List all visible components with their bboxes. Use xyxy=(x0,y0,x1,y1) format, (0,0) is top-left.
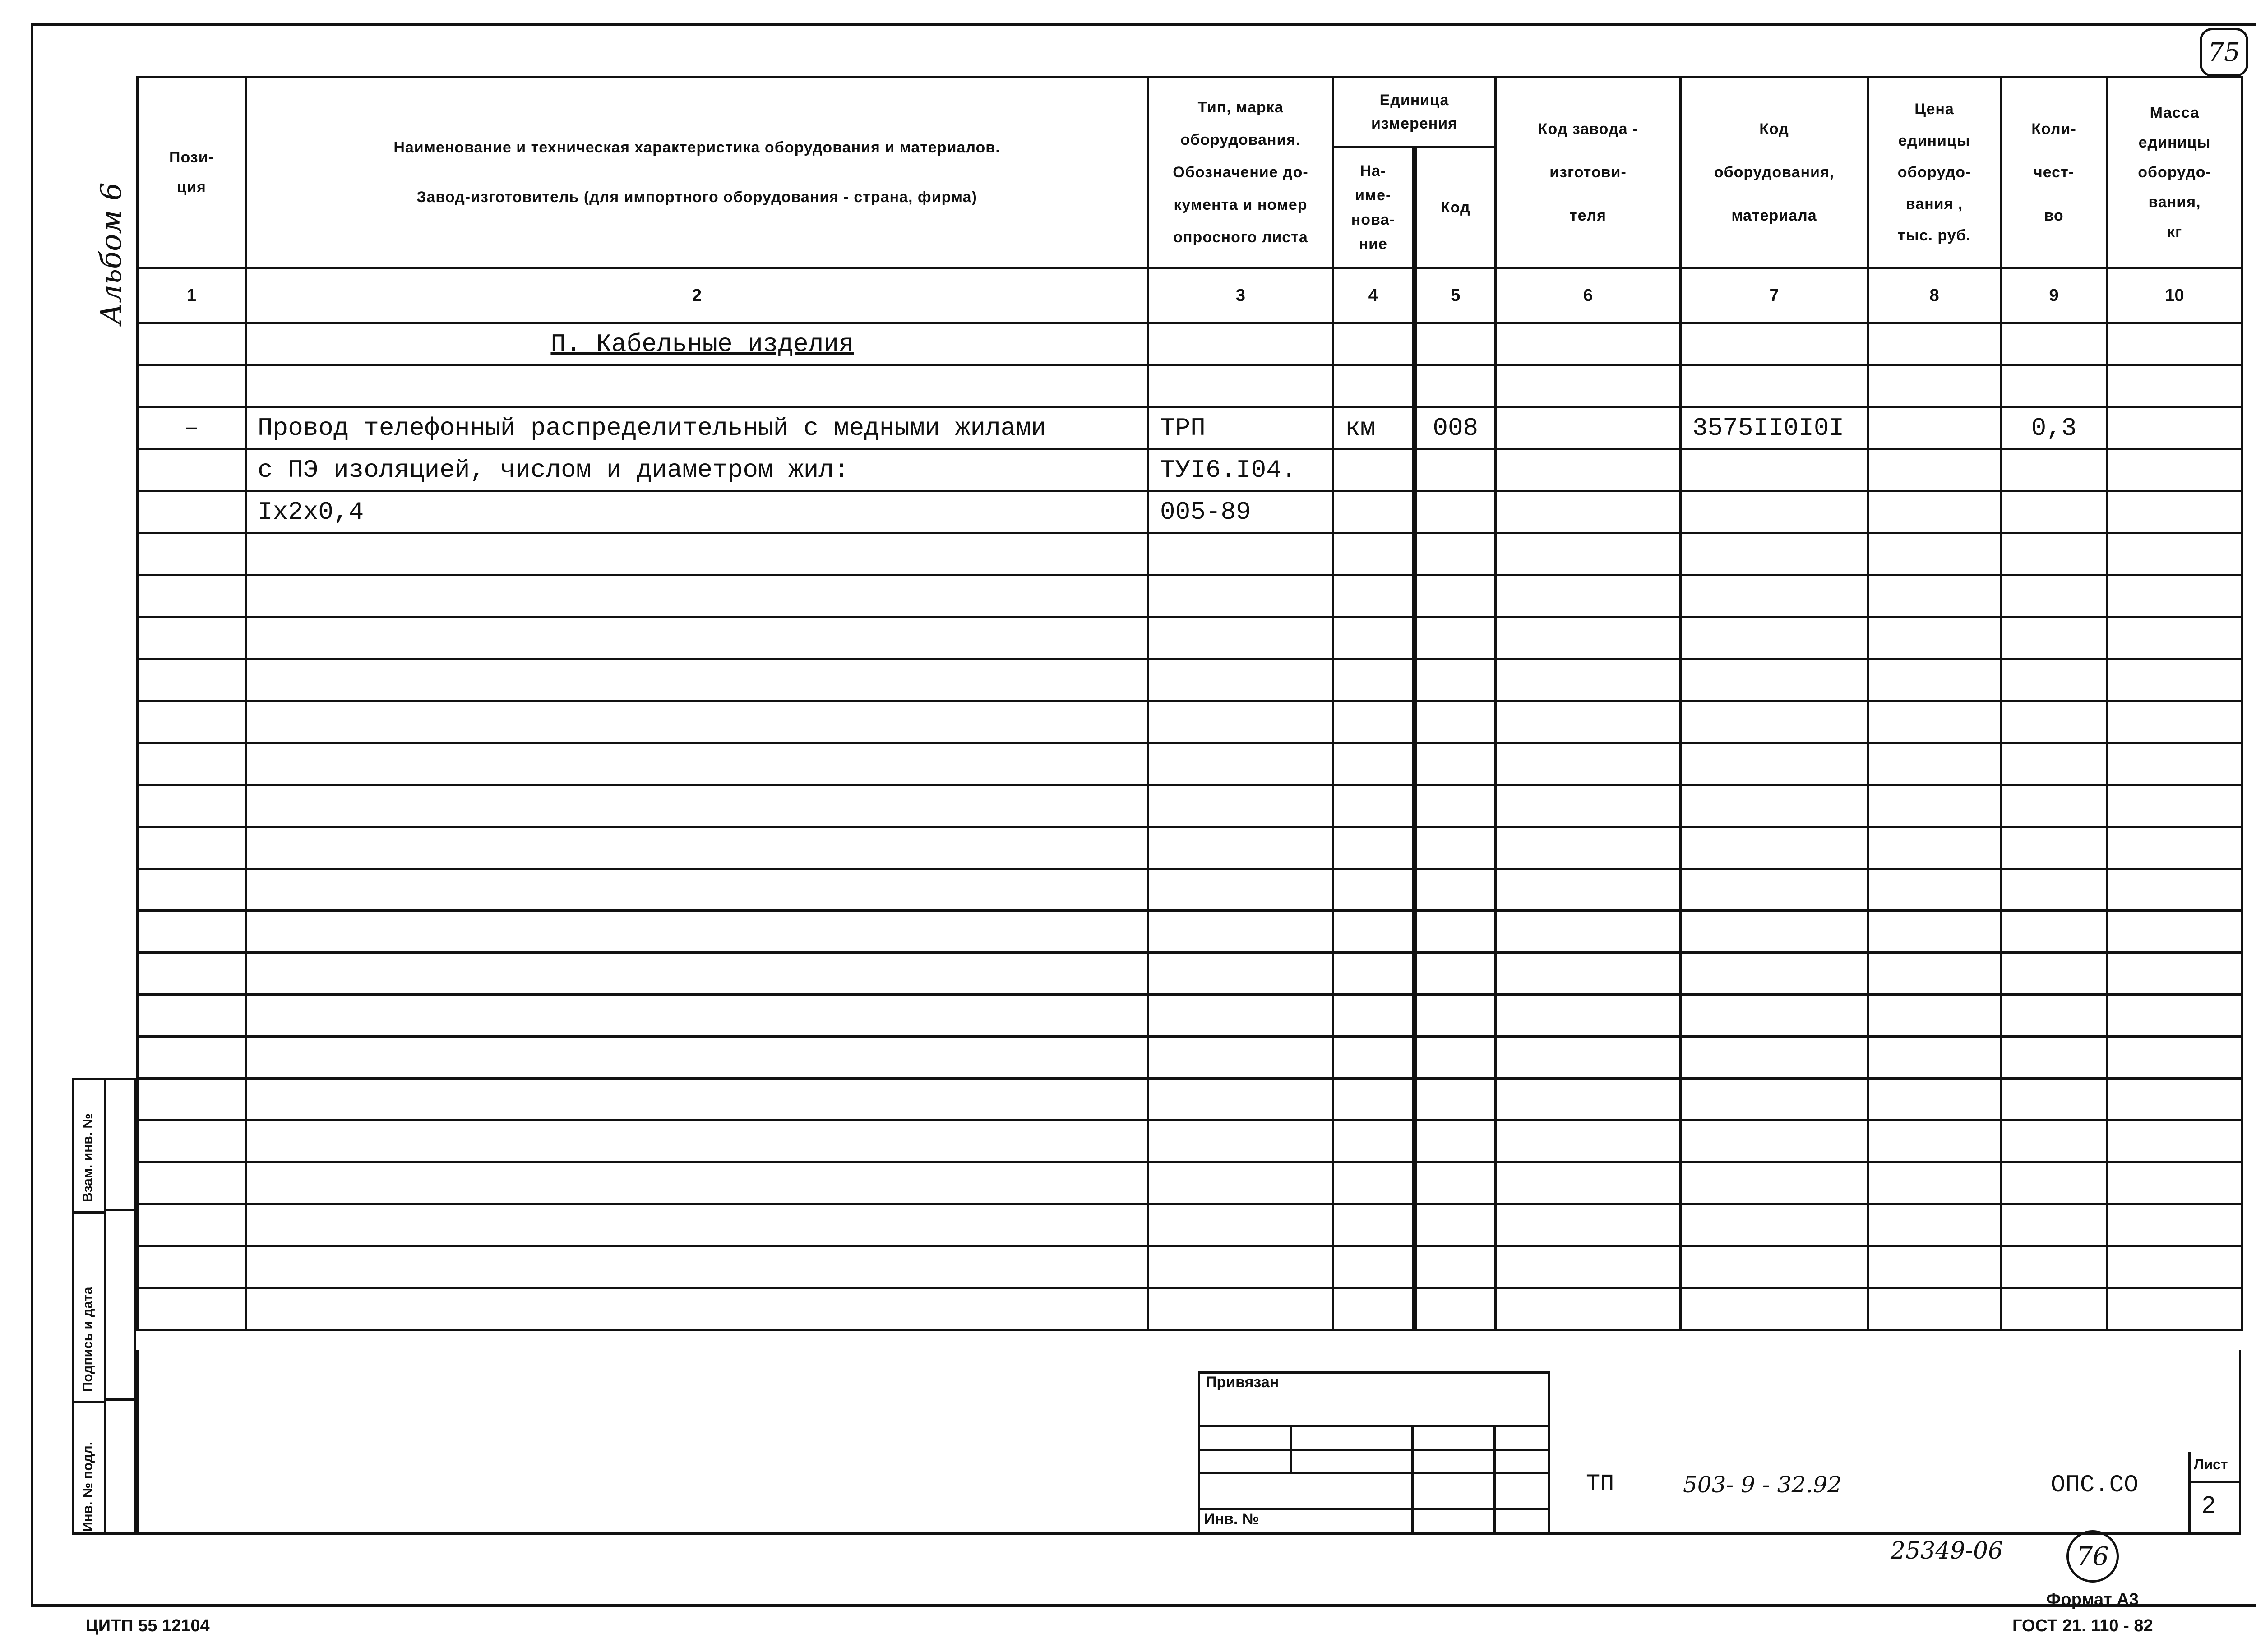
cell-name: Провод телефонный распределительный с медными жилами xyxy=(246,407,1148,449)
table-cell xyxy=(1333,1121,1415,1163)
table-cell xyxy=(2107,1121,2242,1163)
specification-table xyxy=(136,76,2243,1331)
table-cell xyxy=(1496,743,1681,785)
table-cell xyxy=(2001,1163,2107,1204)
table-cell xyxy=(1496,659,1681,701)
table-cell xyxy=(1496,533,1681,575)
table-cell xyxy=(138,575,246,617)
table-cell xyxy=(1681,911,1868,953)
table-row xyxy=(138,827,2242,869)
table-cell xyxy=(246,1163,1148,1204)
privyazan-line xyxy=(1198,1425,1550,1427)
table-row xyxy=(138,1163,2242,1204)
table-cell xyxy=(2107,953,2242,995)
header-quantity: Коли- чест- во xyxy=(2001,77,2107,268)
col-number-8: 8 xyxy=(1868,268,2001,323)
table-cell xyxy=(2001,743,2107,785)
table-cell xyxy=(138,1246,246,1288)
privyazan-label: Привязан xyxy=(1206,1374,1279,1391)
table-cell xyxy=(1333,1079,1415,1121)
cell-type: ТРП xyxy=(1148,407,1333,449)
table-cell xyxy=(1415,617,1496,659)
table-cell xyxy=(1868,911,2001,953)
table-cell xyxy=(246,575,1148,617)
table-cell xyxy=(246,1121,1148,1163)
table-cell xyxy=(1333,1288,1415,1330)
header-equipment-code: Код оборудования, материала xyxy=(1681,77,1868,268)
table-cell xyxy=(2107,1288,2242,1330)
table-cell xyxy=(2107,743,2242,785)
table-cell xyxy=(246,743,1148,785)
table-cell xyxy=(2001,1246,2107,1288)
table-cell xyxy=(246,953,1148,995)
table-row xyxy=(138,659,2242,701)
stamp-field xyxy=(136,1350,2241,1535)
table-cell xyxy=(2001,827,2107,869)
table-cell xyxy=(1333,1037,1415,1079)
col-number-3: 3 xyxy=(1148,268,1333,323)
table-cell xyxy=(1868,575,2001,617)
table-cell xyxy=(138,911,246,953)
table-cell xyxy=(2001,659,2107,701)
cell-name: с ПЭ изоляцией, числом и диаметром жил: xyxy=(246,449,1148,491)
table-cell xyxy=(1148,743,1333,785)
table-cell xyxy=(1496,869,1681,911)
sheet-number: 2 xyxy=(2202,1491,2216,1518)
side-stamp-divider xyxy=(104,1080,106,1532)
privyazan-line xyxy=(1198,1449,1550,1451)
side-label-vzam: Взам. инв. № xyxy=(80,1113,95,1202)
table-cell xyxy=(2001,911,2107,953)
table-cell xyxy=(246,869,1148,911)
table-row xyxy=(138,575,2242,617)
side-label-inv-podl: Инв. № подл. xyxy=(80,1441,95,1532)
table-cell xyxy=(138,743,246,785)
table-cell xyxy=(1496,995,1681,1037)
table-cell xyxy=(2107,1037,2242,1079)
table-cell xyxy=(1415,743,1496,785)
header-mass: Масса единицы оборудо- вания, кг xyxy=(2107,77,2242,268)
table-cell xyxy=(1148,1288,1333,1330)
table-cell xyxy=(2107,659,2242,701)
table-cell xyxy=(2107,533,2242,575)
table-cell xyxy=(1333,785,1415,827)
header-price: Цена единицы оборудо- вания , тыс. руб. xyxy=(1868,77,2001,268)
table-row xyxy=(138,407,2242,449)
document-code: ОПС.СО xyxy=(2051,1472,2139,1499)
table-cell xyxy=(1681,659,1868,701)
table-cell xyxy=(138,785,246,827)
table-cell xyxy=(246,1079,1148,1121)
header-unit-name: На- име- нова- ние xyxy=(1333,147,1415,268)
table-cell xyxy=(138,1204,246,1246)
table-cell xyxy=(1496,617,1681,659)
table-cell xyxy=(1148,827,1333,869)
table-cell xyxy=(1333,1204,1415,1246)
table-cell xyxy=(1415,1037,1496,1079)
table-cell xyxy=(1681,953,1868,995)
cell-equipment-code: 3575II0I0I xyxy=(1681,407,1868,449)
cell-quantity: 0,3 xyxy=(2001,407,2107,449)
col-number-6: 6 xyxy=(1496,268,1681,323)
table-cell xyxy=(1333,1163,1415,1204)
table-cell xyxy=(1496,827,1681,869)
side-row-line xyxy=(104,1398,136,1401)
table-cell xyxy=(1333,953,1415,995)
table-cell xyxy=(2001,1288,2107,1330)
table-cell xyxy=(2001,1079,2107,1121)
inventory-number-label: Инв. № xyxy=(1204,1510,1259,1527)
table-cell xyxy=(1868,827,2001,869)
table-row xyxy=(138,953,2242,995)
table-cell xyxy=(1868,785,2001,827)
col-number-5: 5 xyxy=(1415,268,1496,323)
table-cell xyxy=(1496,575,1681,617)
table-cell xyxy=(1415,1204,1496,1246)
table-row xyxy=(138,995,2242,1037)
table-cell xyxy=(1496,1121,1681,1163)
table-cell xyxy=(246,701,1148,743)
table-cell xyxy=(2001,953,2107,995)
table-row xyxy=(138,533,2242,575)
table-cell xyxy=(246,995,1148,1037)
table-cell xyxy=(2001,701,2107,743)
header-position: Пози- ция xyxy=(138,77,246,268)
table-cell xyxy=(138,659,246,701)
table-cell xyxy=(1868,617,2001,659)
table-cell xyxy=(2107,995,2242,1037)
table-cell xyxy=(1681,1163,1868,1204)
table-cell xyxy=(1868,1163,2001,1204)
page-number-circle: 75 xyxy=(2200,28,2248,77)
table-cell xyxy=(1868,1037,2001,1079)
table-cell xyxy=(138,827,246,869)
table-cell xyxy=(1333,533,1415,575)
table-cell xyxy=(1148,911,1333,953)
table-row xyxy=(138,1288,2242,1330)
table-cell xyxy=(138,1037,246,1079)
table-cell xyxy=(1681,575,1868,617)
table-cell xyxy=(1333,743,1415,785)
table-cell xyxy=(1415,1121,1496,1163)
cell-type: 005-89 xyxy=(1148,491,1333,533)
table-cell xyxy=(1681,869,1868,911)
table-row xyxy=(138,1079,2242,1121)
table-cell xyxy=(1681,701,1868,743)
table-cell xyxy=(2001,995,2107,1037)
table-cell xyxy=(1415,1163,1496,1204)
table-cell xyxy=(1148,1204,1333,1246)
header-unit-group: Единица измерения xyxy=(1333,77,1496,147)
table-cell xyxy=(2001,785,2107,827)
table-row xyxy=(138,743,2242,785)
table-row xyxy=(138,365,2242,407)
table-cell xyxy=(1681,533,1868,575)
table-cell xyxy=(1415,701,1496,743)
table-cell xyxy=(1148,617,1333,659)
table-row xyxy=(138,1121,2242,1163)
table-cell xyxy=(1148,1163,1333,1204)
table-cell xyxy=(1415,827,1496,869)
col-number-7: 7 xyxy=(1681,268,1868,323)
tp-label: ТП xyxy=(1586,1471,1614,1497)
table-row xyxy=(138,785,2242,827)
table-cell xyxy=(246,617,1148,659)
table-cell xyxy=(1496,1288,1681,1330)
col-number-9: 9 xyxy=(2001,268,2107,323)
table-cell xyxy=(1868,1079,2001,1121)
header-name: Наименование и техническая характеристика оборудования и материалов. Завод-изготовитель (для импортного оборудования - страна, фирма) xyxy=(246,77,1148,268)
table-cell xyxy=(1333,911,1415,953)
table-cell xyxy=(1148,575,1333,617)
table-cell xyxy=(138,701,246,743)
table-cell xyxy=(1868,743,2001,785)
table-cell xyxy=(1868,701,2001,743)
cell-unit: км xyxy=(1333,407,1415,449)
format-label: Формат А3 xyxy=(2046,1590,2139,1609)
cell-unit-code: 008 xyxy=(1415,407,1496,449)
cell-position: – xyxy=(138,407,246,449)
table-cell xyxy=(1415,1246,1496,1288)
table-cell xyxy=(246,785,1148,827)
table-cell xyxy=(1681,1288,1868,1330)
table-cell xyxy=(2001,1121,2107,1163)
table-cell xyxy=(138,953,246,995)
table-cell xyxy=(246,659,1148,701)
table-row xyxy=(138,869,2242,911)
table-cell xyxy=(138,869,246,911)
table-cell xyxy=(1333,617,1415,659)
table-cell xyxy=(1681,785,1868,827)
table-cell xyxy=(1415,869,1496,911)
col-number-1: 1 xyxy=(138,268,246,323)
table-cell xyxy=(1148,659,1333,701)
gost-label: ГОСТ 21. 110 - 82 xyxy=(2012,1616,2153,1635)
table-cell xyxy=(1415,575,1496,617)
table-cell xyxy=(1333,869,1415,911)
table-cell xyxy=(1496,1163,1681,1204)
table-row xyxy=(138,701,2242,743)
table-cell xyxy=(246,1037,1148,1079)
table-cell xyxy=(2001,1037,2107,1079)
col-number-10: 10 xyxy=(2107,268,2242,323)
circle-number: 76 xyxy=(2066,1530,2119,1583)
table-cell xyxy=(1148,701,1333,743)
table-row xyxy=(138,1246,2242,1288)
table-cell xyxy=(1868,869,2001,911)
table-cell xyxy=(1148,953,1333,995)
table-cell xyxy=(138,1079,246,1121)
table-cell xyxy=(138,995,246,1037)
table-cell xyxy=(2107,575,2242,617)
table-cell xyxy=(1496,785,1681,827)
privyazan-divider xyxy=(1493,1425,1496,1535)
table-cell xyxy=(1681,743,1868,785)
table-cell xyxy=(2107,617,2242,659)
table-cell xyxy=(246,1246,1148,1288)
table-cell xyxy=(2107,1079,2242,1121)
table-cell xyxy=(1496,953,1681,995)
table-cell xyxy=(1148,995,1333,1037)
table-cell xyxy=(1681,1204,1868,1246)
header-factory-code: Код завода - изготови- теля xyxy=(1496,77,1681,268)
table-cell xyxy=(2001,869,2107,911)
table-cell xyxy=(246,827,1148,869)
table-cell xyxy=(1496,1204,1681,1246)
table-cell xyxy=(246,911,1148,953)
table-cell xyxy=(246,533,1148,575)
table-cell xyxy=(1333,659,1415,701)
table-cell xyxy=(1681,1079,1868,1121)
table-cell xyxy=(138,1163,246,1204)
table-row xyxy=(138,1037,2242,1079)
sheet-label: Лист xyxy=(2194,1456,2228,1472)
table-cell xyxy=(1415,995,1496,1037)
table-cell xyxy=(1148,1246,1333,1288)
table-cell xyxy=(1415,1288,1496,1330)
table-cell xyxy=(1148,869,1333,911)
table-cell xyxy=(2107,1204,2242,1246)
table-cell xyxy=(1415,533,1496,575)
privyazan-line xyxy=(1198,1508,1550,1510)
cell-name: Iх2х0,4 xyxy=(246,491,1148,533)
table-cell xyxy=(2001,617,2107,659)
table-cell xyxy=(1868,1246,2001,1288)
table-cell xyxy=(1148,1121,1333,1163)
side-label-podpis: Подпись и дата xyxy=(80,1287,95,1392)
section-title: П. Кабельные изделия xyxy=(550,330,854,359)
table-cell xyxy=(1868,1288,2001,1330)
cell-type: ТУI6.I04. xyxy=(1148,449,1333,491)
table-cell xyxy=(138,617,246,659)
table-cell xyxy=(1681,1037,1868,1079)
table-cell xyxy=(1681,617,1868,659)
table-cell xyxy=(2001,575,2107,617)
table-cell xyxy=(1868,659,2001,701)
table-cell xyxy=(1496,701,1681,743)
table-cell xyxy=(1868,533,2001,575)
table-cell xyxy=(1681,1121,1868,1163)
table-cell xyxy=(1415,953,1496,995)
table-cell xyxy=(2107,869,2242,911)
table-cell xyxy=(1868,1121,2001,1163)
table-cell xyxy=(1681,1246,1868,1288)
table-cell xyxy=(1148,1037,1333,1079)
table-cell xyxy=(2001,533,2107,575)
table-cell xyxy=(1148,785,1333,827)
table-cell xyxy=(1333,1246,1415,1288)
table-row xyxy=(138,323,2242,365)
table-cell xyxy=(138,533,246,575)
col-number-2: 2 xyxy=(246,268,1148,323)
table-cell xyxy=(138,1121,246,1163)
table-cell xyxy=(1496,1079,1681,1121)
privyazan-divider xyxy=(1411,1425,1414,1535)
table-cell xyxy=(1415,659,1496,701)
table-cell xyxy=(1496,1037,1681,1079)
album-label: Альбом 6 xyxy=(95,182,128,325)
table-cell xyxy=(1333,575,1415,617)
header-type: Тип, марка оборудования. Обозначение до- кумента и номер опросного листа xyxy=(1148,77,1333,268)
table-cell xyxy=(2107,1246,2242,1288)
table-cell xyxy=(1148,1079,1333,1121)
table-cell xyxy=(1681,995,1868,1037)
table-cell xyxy=(1868,1204,2001,1246)
table-cell xyxy=(1496,911,1681,953)
table-cell xyxy=(2107,1163,2242,1204)
sheet-divider xyxy=(2188,1481,2241,1483)
table-cell xyxy=(1333,701,1415,743)
tsitp-label: ЦИТП 55 12104 xyxy=(86,1616,210,1635)
table-cell xyxy=(1415,1079,1496,1121)
table-cell xyxy=(1868,995,2001,1037)
table-cell xyxy=(1333,995,1415,1037)
table-row xyxy=(138,911,2242,953)
table-cell xyxy=(246,1204,1148,1246)
privyazan-line xyxy=(1198,1472,1550,1474)
col-number-4: 4 xyxy=(1333,268,1415,323)
table-row xyxy=(138,449,2242,491)
header-unit-code: Код xyxy=(1415,147,1496,268)
table-cell xyxy=(1868,953,2001,995)
table-cell xyxy=(1415,785,1496,827)
table-row xyxy=(138,617,2242,659)
table-cell xyxy=(1415,911,1496,953)
table-cell xyxy=(1681,827,1868,869)
table-cell xyxy=(1333,827,1415,869)
table-row xyxy=(138,491,2242,533)
table-cell xyxy=(2107,827,2242,869)
table-cell xyxy=(138,1288,246,1330)
table-cell xyxy=(2107,701,2242,743)
table-cell xyxy=(246,1288,1148,1330)
archive-number: 25349-06 xyxy=(1891,1537,2003,1564)
table-cell xyxy=(1496,1246,1681,1288)
table-cell xyxy=(2107,911,2242,953)
table-cell xyxy=(2001,1204,2107,1246)
table-cell xyxy=(1148,533,1333,575)
table-cell xyxy=(2107,785,2242,827)
side-row-line xyxy=(104,1209,136,1211)
project-code: 503- 9 - 32.92 xyxy=(1683,1472,1842,1498)
table-row xyxy=(138,1204,2242,1246)
privyazan-divider xyxy=(1290,1425,1292,1472)
